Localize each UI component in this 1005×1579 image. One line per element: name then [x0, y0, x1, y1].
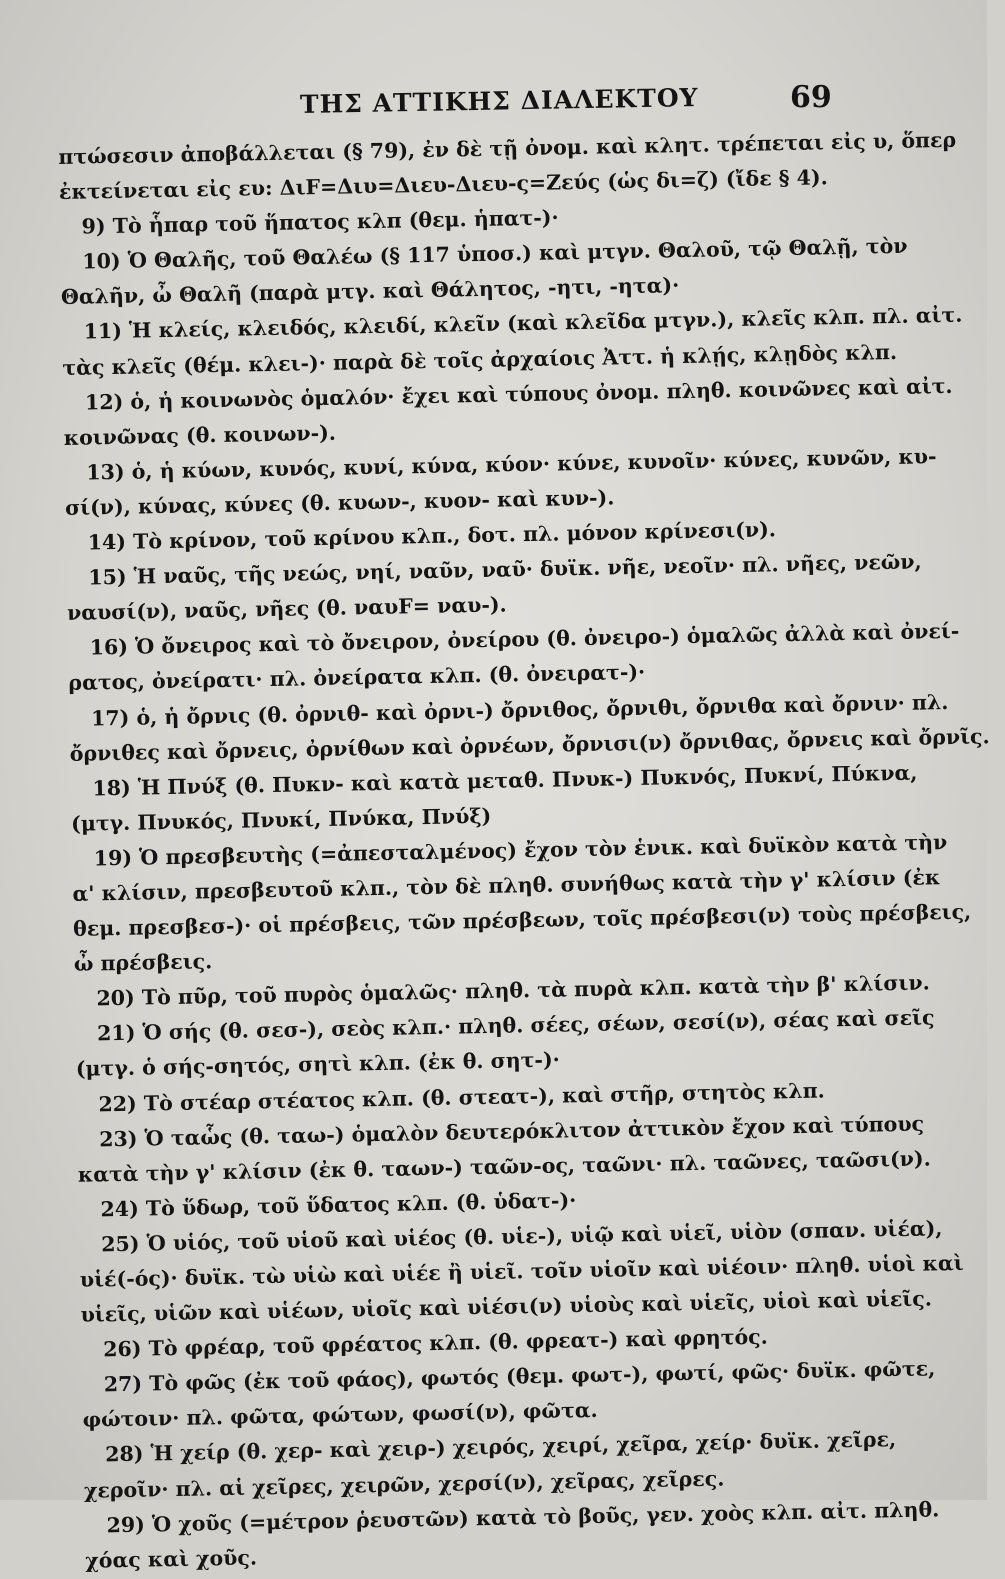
- page-number: 69: [790, 80, 832, 115]
- text-line: 14) Τὸ κρίνον, τοῦ κρίνου κλπ., δοτ. πλ. μόνον κρίνεσι(ν).: [87, 517, 777, 555]
- text-line: (μτγ. ὁ σής-σητός, σητὶ κλπ. (ἐκ θ. σητ-)·: [75, 1047, 561, 1082]
- text-line: 9) Τὸ ἧπαρ τοῦ ἥπατος κλπ (θεμ. ἡπατ-)·: [81, 205, 559, 239]
- text-line: 25) Ὁ υἱός, τοῦ υἱοῦ καὶ υἱέος (θ. υἱε-), υἱῷ καὶ υἱεῖ, υἱὸν (σπαν. υἱέα),: [100, 1216, 943, 1257]
- text-line: τὰς κλεῖς (θέμ. κλει-)· παρὰ δὲ τοῖς ἀρχαίοις Ἀττ. ἡ κλῄς, κλῃδὸς κλπ.: [62, 339, 898, 380]
- running-title: ΤΗΣ ΑΤΤΙΚΗΣ ΔΙΑΛΕΚΤΟΥ: [299, 83, 699, 119]
- text-line: α' κλίσιν, πρεσβευτοῦ κλπ., τὸν δὲ πληθ. συνήθως κατὰ τὴν γ' κλίσιν (ἐκ: [72, 865, 941, 906]
- text-line: 29) Ὁ χοῦς (=μέτρον ῥευστῶν) κατὰ τὸ βοῦς, γεν. χοὸς κλπ. αἰτ. πληθ.: [106, 1496, 940, 1537]
- text-line: 13) ὁ, ἡ κύων, κυνός, κυνί, κύνα, κύον· κύνε, κυνοῖν· κύνες, κυνῶν, κυ-: [86, 444, 937, 485]
- text-line: φώτοιν· πλ. φῶτα, φώτων, φωσί(ν), φῶτα.: [82, 1398, 598, 1433]
- text-line: (μτγ. Πνυκός, Πνυκί, Πνύκα, Πνύξ): [70, 803, 492, 836]
- text-line: 12) ὁ, ἡ κοινωνὸς ὁμαλόν· ἔχει καὶ τύπους ὀνομ. πληθ. κοινῶνες καὶ αἰτ.: [84, 373, 953, 415]
- text-line: 28) Ἡ χείρ (θ. χερ- καὶ χειρ-) χειρός, χειρί, χεῖρα, χείρ· δυϊκ. χεῖρε,: [105, 1427, 897, 1467]
- text-line: κατὰ τὴν γ' κλίσιν (ἐκ θ. ταων-) ταῶν-ος, ταῶνι· πλ. ταῶνες, ταῶσι(ν).: [77, 1146, 931, 1187]
- text-line: 21) Ὁ σής (θ. σεσ-), σεὸς κλπ.· πληθ. σέες, σέων, σεσί(ν), σέας καὶ σεῖς: [96, 1005, 935, 1046]
- page-header: [0, 80, 987, 130]
- text-line: 18) Ἡ Πνύξ (θ. Πυκν- καὶ κατὰ μεταθ. Πνυκ-) Πυκνός, Πυκνί, Πύκνα,: [92, 760, 918, 801]
- text-line: 17) ὁ, ἡ ὄρνις (θ. ὀρνιθ- καὶ ὀρνι-) ὄρνιθος, ὄρνιθι, ὄρνιθα καὶ ὄρνιν· πλ.: [90, 689, 949, 730]
- text-line: 26) Τὸ φρέαρ, τοῦ φρέατος κλπ. (θ. φρεατ-) καὶ φρητός.: [102, 1324, 769, 1362]
- text-line: υἱεῖς, υἱῶν καὶ υἱέων, υἱοῖς καὶ υἱέσι(ν) υἱοὺς καὶ υἱεῖς, υἱοὶ καὶ υἱεῖς.: [80, 1286, 933, 1327]
- text-line: 23) Ὁ ταὧς (θ. ταω-) ὁμαλὸν δευτερόκλιτον ἀττικὸν ἔχον καὶ τύπους: [98, 1111, 925, 1152]
- text-line: χόας καὶ χοῦς.: [85, 1545, 258, 1573]
- text-line: σί(ν), κύνας, κύνες (θ. κυων-, κυον- καὶ κυν-).: [64, 485, 615, 520]
- text-line: 15) Ἡ ναῦς, τῆς νεώς, νηί, ναῦν, ναῦ· δυϊκ. νῆε, νεοῖν· πλ. νῆες, νεῶν,: [88, 549, 922, 590]
- text-line: ναυσί(ν), ναῦς, νῆες (θ. ναυF= ναυ-).: [66, 592, 507, 626]
- text-line: 19) Ὁ πρεσβευτὴς (=ἀπεσταλμένος) ἔχον τὸν ἑνικ. καὶ δυϊκὸν κατὰ τὴν: [93, 829, 948, 871]
- text-line: ἐκτείνεται εἰς ευ: ΔιF=Διυ=Διευ-Διευ-ς=Ζεύς (ὡς δι=ζ) (ἴδε § 4).: [58, 165, 828, 205]
- text-line: θεμ. πρεσβεσ-)· οἱ πρέσβεις, τῶν πρέσβεων, τοῖς πρέσβεσι(ν) τοὺς πρέσβεις,: [72, 899, 972, 941]
- text-line: 11) Ἡ κλείς, κλειδός, κλειδί, κλεῖν (καὶ κλεῖδα μτγν.), κλεῖς κλπ. πλ. αἰτ.: [83, 303, 963, 345]
- text-line: ὦ πρέσβεις.: [73, 949, 213, 977]
- text-line: χεροῖν· πλ. αἱ χεῖρες, χειρῶν, χερσί(ν), χεῖρας, χεῖρες.: [83, 1466, 725, 1503]
- text-line: 20) Τὸ πῦρ, τοῦ πυρὸς ὁμαλῶς· πληθ. τὰ πυρὰ κλπ. κατὰ τὴν β' κλίσιν.: [96, 970, 930, 1011]
- text-line: Θαλῆν, ὦ Θαλῆ (παρὰ μτγ. καὶ Θάλητος, -ητι, -ητα)·: [60, 273, 680, 310]
- text-line: 24) Τὸ ὕδωρ, τοῦ ὕδατος κλπ. (θ. ὑδατ-)·: [100, 1188, 577, 1222]
- text-line: 27) Τὸ φῶς (ἐκ τοῦ φάος), φωτός (θεμ. φωτ-), φωτί, φῶς· δυϊκ. φῶτε,: [103, 1356, 936, 1397]
- text-line: κοινῶνας (θ. κοινων-).: [63, 420, 337, 450]
- text-line: 22) Τὸ στέαρ στέατος κλπ. (θ. στεατ-), καὶ στῆρ, στητὸς κλπ.: [98, 1077, 825, 1116]
- text-line: 10) Ὁ Θαλῆς, τοῦ Θαλέω (§ 117 ὑποσ.) καὶ μτγν. Θαλοῦ, τῷ Θαλῇ, τὸν: [82, 233, 908, 274]
- text-line: πτώσεσιν ἀποβάλλεται (§ 79), ἐν δὲ τῇ ὀνομ. καὶ κλητ. τρέπεται εἰς υ, ὅπερ: [58, 127, 957, 169]
- text-line: ὄρνιθες καὶ ὄρνεις, ὀρνίθων καὶ ὀρνέων, ὄρνισι(ν) ὄρνιθας, ὄρνεις καὶ ὄρνῖς.: [69, 723, 990, 766]
- text-line: ρατος, ὀνείρατι· πλ. ὀνείρατα κλπ. (θ. ὀνειρατ-)·: [68, 660, 646, 696]
- text-line: υἱέ(-ός)· δυϊκ. τὼ υἱὼ καὶ υἱέε ἢ υἱεῖ. τοῖν υἱοῖν καὶ υἱέοιν· πληθ. υἱοὶ καὶ: [79, 1250, 964, 1292]
- text-body: [58, 125, 990, 1579]
- text-line: 16) Ὁ ὄνειρος καὶ τὸ ὄνειρον, ὀνείρου (θ. ὀνειρο-) ὁμαλῶς ἀλλὰ καὶ ὀνεί-: [89, 619, 960, 660]
